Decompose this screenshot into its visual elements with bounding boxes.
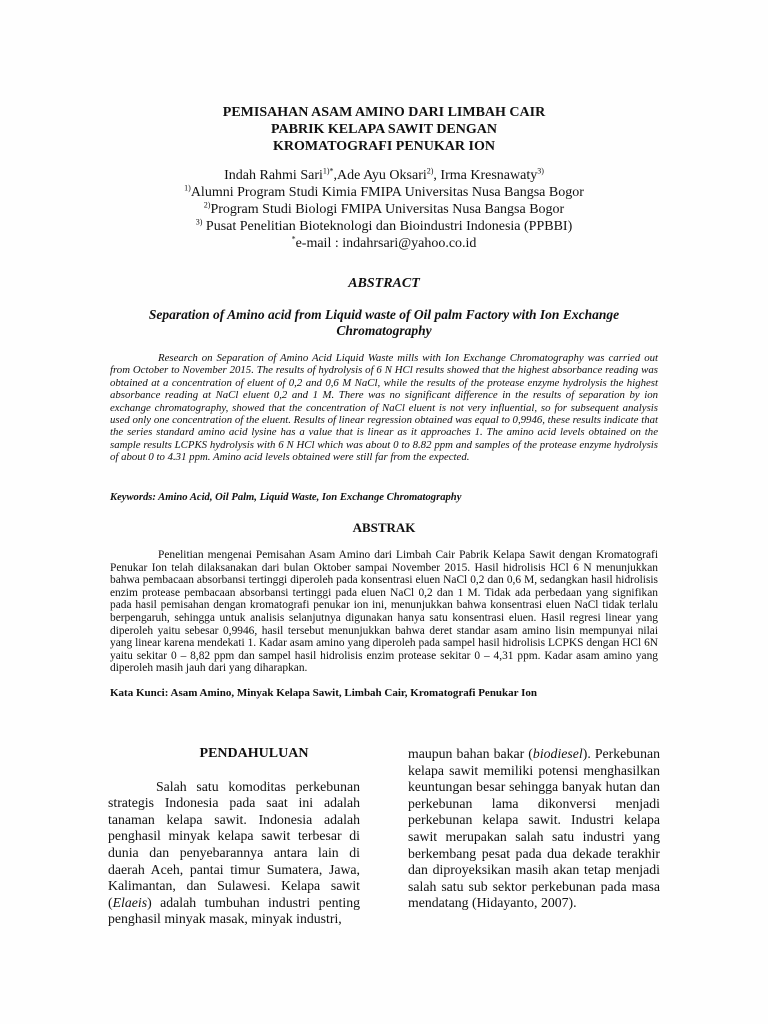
author-block xyxy=(0,167,768,252)
author-1: Indah Rahmi Sari xyxy=(224,168,323,183)
abstrak-keywords: Kata Kunci: Asam Amino, Minyak Kelapa Sawit, Limbah Cair, Kromatografi Penukar Ion xyxy=(110,687,538,699)
affiliation-3-sup: 3) xyxy=(195,217,203,227)
author-2: ,Ade Ayu Oksari xyxy=(333,168,427,183)
intro-heading: PENDAHULUAN xyxy=(199,746,309,761)
author-3-sup: 3) xyxy=(537,166,544,176)
author-3: , Irma Kresnawaty xyxy=(433,168,538,183)
email-text: e-mail : indahrsari@yahoo.co.id xyxy=(295,236,477,251)
title-line-2: PABRIK KELAPA SAWIT DENGAN xyxy=(271,122,497,137)
intro-right-text-1: maupun bahan bakar ( xyxy=(408,746,533,761)
abstract-heading: ABSTRACT xyxy=(348,276,420,291)
author-names xyxy=(0,167,768,184)
email-sup: * xyxy=(291,234,296,244)
email-line xyxy=(0,235,768,252)
intro-left-text-2: ) adalah tumbuhan industri penting penghasil minyak masak, minyak industri, xyxy=(108,894,360,927)
intro-right-text-2: ). Perkebunan kelapa sawit memiliki potensi menghasilkan keuntungan besar sehingga banyak hutan dan perkebunan lama dikonversi menjadi perkebunan kelapa sawit. Industri kelapa sawit merupakan salah satu industri yang berkembang pesat pada dua dekade terakhir dan diproyeksikan masih akan tetap menjadi salah satu sub sektor perkebunan pada masa mendatang (Hidayanto, 2007). xyxy=(408,746,661,911)
affiliation-1 xyxy=(0,184,768,201)
intro-paragraph-left xyxy=(108,779,360,928)
intro-left-column xyxy=(108,746,360,928)
abstrak-heading: ABSTRAK xyxy=(352,520,416,535)
intro-right-italic: biodiesel xyxy=(532,746,583,761)
affiliation-2-text: Program Studi Biologi FMIPA Universitas Nusa Bangsa Bogor xyxy=(210,202,565,217)
abstrak-body: Penelitian mengenai Pemisahan Asam Amino dari Limbah Cair Pabrik Kelapa Sawit dengan Kromatografi Penukar Ion telah dilaksanakan dari bulan Oktober sampai November 2015. Hasil hidrolisis HCl 6 N menunjukkan bahwa pembacaan absorbansi tertinggi diperoleh pada konsentrasi eluen NaCl 0,2 dan 0,6 M, sedangkan hasil hidrolisis enzim protease pembacaan absorbansi tertinggi pada eluen NaCl 0,2 dan 1 M. Tidak ada perbedaan yang signifikan pada hasil pemisahan dengan kromatografi penukar ion ini, menunjukkan bahwa konsentrasi eluen NaCl tidak terlalu berpengaruh, sehingga untuk analisis selanjutnya digunakan hanya satu konsentrasi eluen. Hasil regresi linear yang diperoleh yaitu sebesar 0,9946, hasil tersebut menunjukkan bahwa deret standar asam amino lisin mempunyai nilai yang linear karena mendekati 1. Kadar asam amino yang diperoleh pada sampel hasil hidrolisis LCPKS dengan HCl 6N yaitu sekitar 0 – 8,82 ppm dan sampel hasil hidrolisis enzim protease sekitar 0 – 4,31 ppm. Kadar asam amino yang diperoleh masih jauh dari yang diharapkan. xyxy=(110,549,658,675)
abstract-title: Separation of Amino acid from Liquid waste of Oil palm Factory with Ion Exchange Chromatography xyxy=(148,307,620,338)
affiliation-2 xyxy=(0,201,768,218)
intro-left-text-1: Salah satu komoditas perkebunan strategis Indonesia pada saat ini adalah tanaman kelapa sawit. Indonesia adalah penghasil minyak kelapa sawit terbesar di dunia dan penyebarannya antara lain di daerah Aceh, pantai timur Sumatera, Jawa, Kalimantan, dan Sulawesi. Kelapa sawit ( xyxy=(108,778,360,910)
abstract-keywords: Keywords: Amino Acid, Oil Palm, Liquid Waste, Ion Exchange Chromatography xyxy=(110,492,462,503)
intro-paragraph-right xyxy=(408,746,660,912)
affiliation-1-sup: 1) xyxy=(184,183,191,193)
paper-title xyxy=(0,104,768,155)
affiliation-3-text: Pusat Penelitian Bioteknologi dan Bioindustri Indonesia (PPBBI) xyxy=(202,219,573,234)
author-1-sup: 1)* xyxy=(322,166,334,176)
author-2-sup: 2) xyxy=(426,166,434,176)
intro-right-column xyxy=(408,746,660,912)
title-line-3: KROMATOGRAFI PENUKAR ION xyxy=(273,139,495,154)
abstract-body: Research on Separation of Amino Acid Liquid Waste mills with Ion Exchange Chromatography was carried out from October to November 2015. The results of hydrolysis of 6 N HCl results showed that the highest absorbance reading was obtained at a concentration of eluent of 0,2 and 0,6 M NaCl, while the results of the protease enzyme hydrolysis the highest absorbance reading at NaCl eluent 0,2 and 1 M. There was no significant difference in the results of separation by ion exchange chromatography, showed that the concentration of NaCl eluent is not very influential, so for subsequent analysis used only one concentration of the eluent. Results of linear regression obtained was equal to 0,9946, these results indicate that the series standard amino acid lysine has a value that is linear as it approaches 1. The amino acid levels obtained on the sample results LCPKS hydrolysis with 6 N HCl which was about 0 to 8.82 ppm and samples of the protease enzyme hydrolysis of about 0 to 4.31 ppm. Amino acid levels obtained were still far from the expected. xyxy=(110,352,658,464)
intro-left-italic: Elaeis xyxy=(112,894,148,910)
affiliation-3 xyxy=(0,218,768,235)
affiliation-2-sup: 2) xyxy=(203,200,211,210)
affiliation-1-text: Alumni Program Studi Kimia FMIPA Universitas Nusa Bangsa Bogor xyxy=(190,185,584,200)
title-line-1: PEMISAHAN ASAM AMINO DARI LIMBAH CAIR xyxy=(222,105,546,120)
